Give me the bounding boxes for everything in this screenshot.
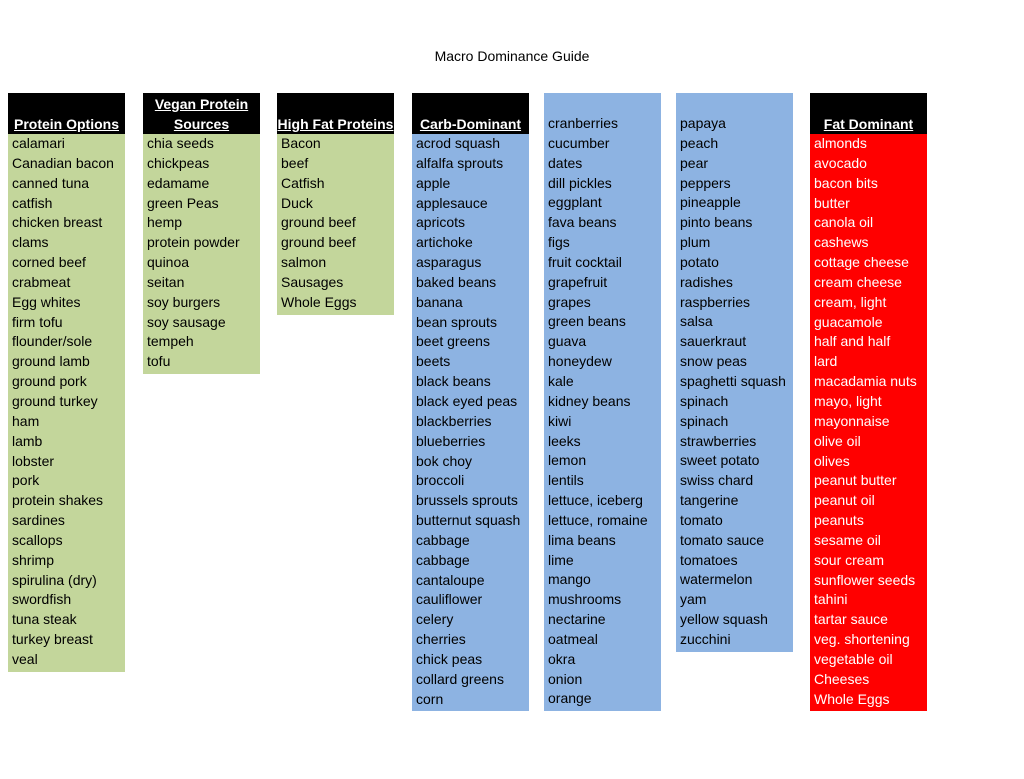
list-item: mayonnaise — [814, 412, 890, 429]
list-item: half and half — [814, 333, 891, 350]
list-item: tofu — [147, 353, 171, 370]
list-item: cashews — [814, 234, 869, 251]
list-item: lobster — [12, 452, 55, 469]
list-item: yam — [680, 591, 707, 608]
list-item: chia seeds — [147, 135, 214, 151]
list-item: cherries — [416, 631, 466, 648]
header-line: Vegan Protein — [154, 96, 249, 112]
list-item: butter — [814, 194, 850, 211]
list-item: mango — [548, 571, 591, 588]
list-item: protein powder — [147, 234, 240, 251]
list-item: beets — [416, 353, 451, 370]
list-item: bacon bits — [814, 174, 878, 191]
list-item: guava — [548, 333, 587, 350]
list-item: blueberries — [416, 432, 486, 449]
list-item: Sausages — [281, 273, 344, 290]
carb-dominant-column-2 — [544, 93, 661, 711]
list-item: zucchini — [680, 630, 731, 647]
high-fat-proteins-column — [277, 93, 394, 315]
list-item: clams — [12, 234, 49, 251]
list-item: sour cream — [814, 551, 885, 568]
list-item: pinto beans — [680, 214, 753, 231]
list-item: firm tofu — [12, 313, 63, 330]
list-item: radishes — [680, 273, 733, 290]
list-item: grapefruit — [548, 273, 608, 290]
list-item: chick peas — [416, 650, 483, 667]
list-item: calamari — [12, 135, 65, 151]
item-list — [277, 134, 394, 315]
list-item: quinoa — [147, 254, 190, 271]
list-item: honeydew — [548, 353, 612, 370]
list-item: pear — [680, 154, 709, 171]
list-item: hemp — [147, 214, 183, 231]
list-item: plum — [680, 234, 711, 251]
list-item: raspberries — [680, 293, 751, 310]
list-item: dates — [548, 154, 583, 171]
list-item: Whole Eggs — [814, 690, 890, 707]
list-item: broccoli — [416, 472, 465, 489]
column-header: Fat Dominant — [810, 93, 927, 134]
list-item: macadamia nuts — [814, 373, 917, 390]
list-item: seitan — [147, 273, 185, 290]
list-item: corned beef — [12, 254, 86, 271]
list-item: artichoke — [416, 234, 473, 251]
list-item: tahini — [814, 591, 848, 608]
fat-dominant-column — [810, 93, 927, 711]
list-item: banana — [416, 293, 463, 310]
list-item: green beans — [548, 313, 626, 330]
list-item: protein shakes — [12, 492, 104, 509]
list-item: okra — [548, 650, 576, 667]
list-item: cucumber — [548, 134, 610, 151]
list-item: alfalfa sprouts — [416, 154, 504, 171]
list-item: tuna steak — [12, 611, 77, 628]
list-item: papaya — [680, 115, 726, 131]
list-item: lard — [814, 353, 838, 370]
list-item: kidney beans — [548, 392, 631, 409]
item-list — [544, 114, 661, 711]
list-item: cottage cheese — [814, 254, 909, 271]
list-item: oatmeal — [548, 630, 598, 647]
list-item: peanut oil — [814, 492, 875, 509]
header-line: Sources — [173, 116, 230, 132]
list-item: kiwi — [548, 412, 572, 429]
list-item: pineapple — [680, 194, 741, 211]
list-item: Canadian bacon — [12, 154, 114, 171]
list-item: ground pork — [12, 373, 87, 390]
column-header — [143, 93, 260, 134]
item-list — [412, 134, 529, 711]
list-item: black eyed peas — [416, 392, 518, 409]
carb-dominant-column-3 — [676, 93, 793, 652]
list-item: veg. shortening — [814, 631, 910, 648]
list-item: baked beans — [416, 273, 497, 290]
list-item: shrimp — [12, 551, 55, 568]
list-item: cantaloupe — [416, 571, 485, 588]
list-item: scallops — [12, 531, 63, 548]
list-item: yellow squash — [680, 611, 768, 628]
list-item: cream, light — [814, 293, 887, 310]
list-item: swordfish — [12, 591, 72, 608]
list-item: asparagus — [416, 254, 482, 271]
list-item: sunflower seeds — [814, 571, 916, 588]
list-item: brussels sprouts — [416, 492, 518, 509]
list-item: mushrooms — [548, 591, 622, 608]
list-item: blackberries — [416, 412, 492, 429]
list-item: soy sausage — [147, 313, 226, 330]
list-item: orange — [548, 690, 592, 707]
carb-dominant-column — [412, 93, 529, 711]
list-item: Duck — [281, 194, 313, 211]
list-item: edamame — [147, 174, 210, 191]
list-item: lemon — [548, 452, 587, 469]
item-list — [676, 114, 793, 652]
list-item: cauliflower — [416, 591, 483, 608]
list-item: collard greens — [416, 670, 504, 687]
list-item: Cheeses — [814, 670, 870, 687]
list-item: canned tuna — [12, 174, 90, 191]
list-item: salsa — [680, 313, 713, 330]
list-item: vegetable oil — [814, 650, 893, 667]
list-item: tartar sauce — [814, 611, 888, 628]
list-item: avocado — [814, 154, 867, 171]
list-item: tomato — [680, 511, 723, 528]
list-item: catfish — [12, 194, 53, 211]
list-item: veal — [12, 650, 38, 667]
list-item: leeks — [548, 432, 581, 449]
list-item: kale — [548, 372, 574, 389]
list-item: chickpeas — [147, 154, 210, 171]
list-item: sauerkraut — [680, 333, 747, 350]
list-item: canola oil — [814, 214, 874, 231]
list-item: peach — [680, 134, 719, 151]
list-item: black beans — [416, 373, 491, 390]
list-item: apple — [416, 174, 451, 191]
list-item: lettuce, iceberg — [548, 492, 643, 509]
list-item: Bacon — [281, 135, 321, 151]
list-item: celery — [416, 611, 454, 628]
list-item: soy burgers — [147, 293, 221, 310]
list-item: ground beef — [281, 234, 356, 251]
list-item: acrod squash — [416, 135, 501, 151]
list-item: snow peas — [680, 353, 747, 370]
list-item: figs — [548, 234, 570, 251]
list-item: peppers — [680, 174, 731, 191]
list-item: watermelon — [680, 571, 753, 588]
list-item: swiss chard — [680, 472, 754, 489]
list-item: tangerine — [680, 492, 739, 509]
list-item: tomatoes — [680, 551, 738, 568]
list-item: applesauce — [416, 194, 488, 211]
item-list — [810, 134, 927, 711]
list-item: cabbage — [416, 551, 470, 568]
list-item: lima beans — [548, 531, 616, 548]
column-header: High Fat Proteins — [277, 93, 394, 134]
list-item: ground beef — [281, 214, 356, 231]
list-item: onion — [548, 670, 583, 687]
list-item: tomato sauce — [680, 531, 765, 548]
list-item: ground turkey — [12, 392, 98, 409]
list-item: guacamole — [814, 313, 883, 330]
list-item: beet greens — [416, 333, 490, 350]
list-item: sesame oil — [814, 531, 881, 548]
list-item: bok choy — [416, 452, 473, 469]
list-item: dill pickles — [548, 174, 612, 191]
list-item: olive oil — [814, 432, 861, 449]
list-item: peanut butter — [814, 472, 897, 489]
list-item: sweet potato — [680, 452, 760, 469]
list-item: bean sprouts — [416, 313, 497, 330]
list-item: salmon — [281, 254, 327, 271]
list-item: lime — [548, 551, 574, 568]
list-item: Whole Eggs — [281, 293, 357, 310]
list-item: beef — [281, 154, 309, 171]
list-item: Egg whites — [12, 293, 81, 310]
list-item: almonds — [814, 135, 867, 151]
list-item: apricots — [416, 214, 466, 231]
list-item: cream cheese — [814, 273, 902, 290]
list-item: potato — [680, 253, 719, 270]
list-item: tempeh — [147, 333, 194, 350]
list-item: ham — [12, 412, 40, 429]
protein-options-column — [8, 93, 125, 672]
item-list — [143, 134, 260, 374]
list-item: butternut squash — [416, 512, 521, 529]
list-item: strawberries — [680, 432, 757, 449]
list-item: flounder/sole — [12, 333, 93, 350]
list-item: cabbage — [416, 531, 470, 548]
list-item: corn — [416, 690, 444, 707]
list-item: turkey breast — [12, 631, 93, 648]
list-item: green Peas — [147, 194, 219, 211]
list-item: Catfish — [281, 174, 325, 191]
list-item: mayo, light — [814, 392, 882, 409]
list-item: ground lamb — [12, 353, 90, 370]
column-spacer — [544, 93, 661, 114]
list-item: pork — [12, 472, 40, 489]
list-item: spinach — [680, 392, 729, 409]
item-list — [8, 134, 125, 672]
page-title: Macro Dominance Guide — [434, 48, 590, 64]
vegan-protein-column — [143, 93, 260, 374]
list-item: lettuce, romaine — [548, 511, 648, 528]
list-item: crabmeat — [12, 273, 71, 290]
list-item: chicken breast — [12, 214, 103, 231]
list-item: spinach — [680, 412, 729, 429]
list-item: nectarine — [548, 611, 606, 628]
list-item: olives — [814, 452, 850, 469]
list-item: spirulina (dry) — [12, 571, 97, 588]
list-item: lentils — [548, 472, 584, 489]
list-item: peanuts — [814, 512, 864, 529]
list-item: sardines — [12, 512, 65, 529]
list-item: fruit cocktail — [548, 253, 622, 270]
list-item: cranberries — [548, 115, 619, 131]
column-header: Protein Options — [8, 93, 125, 134]
list-item: eggplant — [548, 194, 602, 211]
list-item: grapes — [548, 293, 591, 310]
list-item: lamb — [12, 432, 43, 449]
column-header: Carb-Dominant — [412, 93, 529, 134]
list-item: fava beans — [548, 214, 617, 231]
list-item: spaghetti squash — [680, 372, 786, 389]
column-spacer — [676, 93, 793, 114]
